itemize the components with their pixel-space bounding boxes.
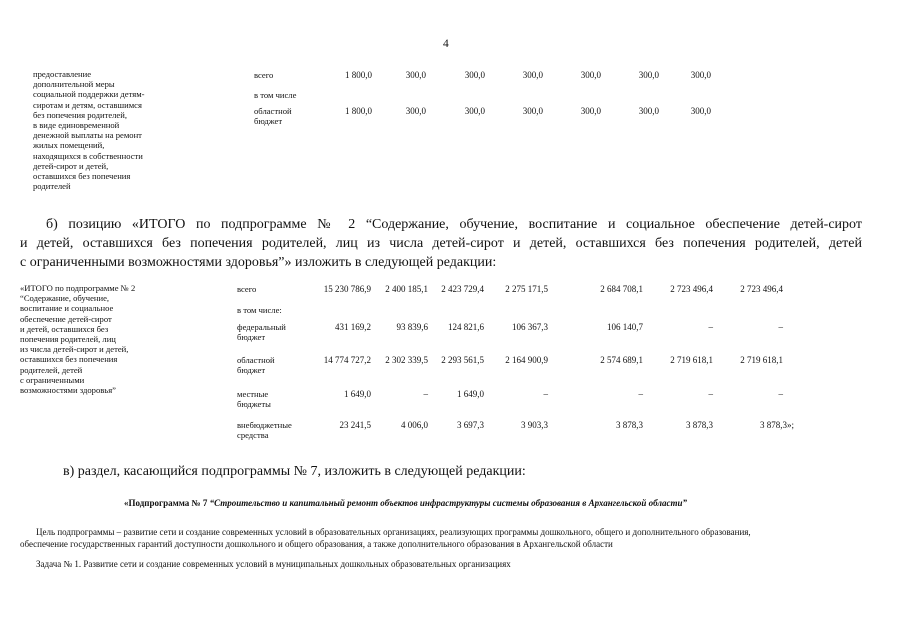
table-cell: 2 400 185,1 [385,284,428,294]
table-cell: – [708,322,713,332]
table-name-line: находящихся в собственности [33,150,143,161]
table-cell: 1 649,0 [344,389,371,399]
table-cell: 1 800,0 [345,106,372,116]
table-name-line: воспитание и социальное [20,303,114,314]
table-name-line: «ИТОГО по подпрограмме № 2 [20,283,136,293]
table-name-line: детей-сирот и детей, [33,160,109,171]
row-label: бюджет [237,332,266,343]
row-label: средства [237,430,269,441]
paragraph-b-line-3: с ограниченными возможностями здоровья”» изложить в следующей редакции: [20,255,497,270]
table-cell: 2 684 708,1 [600,284,643,294]
table-name-line: родителей, детей [20,364,83,375]
table-cell: 3 697,3 [457,420,484,430]
table-cell: – [778,322,783,332]
row-label: областной [254,106,292,116]
row-label: всего [237,284,257,294]
table-name-line: оставшихся без попечения [20,354,118,365]
row-label: в том числе: [237,305,282,315]
table-name-line: социальной поддержки детям- [33,89,145,100]
table-cell: 3 878,3»; [759,420,794,430]
table-cell: 2 275 171,5 [505,284,548,294]
table-cell: 2 723 496,4 [740,284,783,294]
table-cell: 2 723 496,4 [670,284,713,294]
table-cell: 300,0 [405,70,426,80]
table-name-line: без попечения родителей, [33,109,127,120]
table-name-line: возможностями здоровья” [20,385,116,395]
table-cell: 300,0 [580,106,601,116]
table-cell: 93 839,6 [396,322,428,332]
table-cell: – [423,389,428,399]
page-number: 4 [443,38,449,50]
paragraph-v: в) раздел, касающийся подпрограммы № 7, изложить в следующей редакции: [63,464,526,479]
row-label: областной [237,355,275,365]
table-cell: 3 878,3 [686,420,713,430]
table-cell: 2 293 561,5 [441,355,484,365]
table-cell: – [708,389,713,399]
table-cell: 2 164 900,9 [505,355,548,365]
table-cell: – [543,389,548,399]
table-cell: 106 140,7 [607,322,643,332]
table-cell: 300,0 [638,70,659,80]
table-name-line: родителей [33,181,71,192]
table-cell: 300,0 [464,70,485,80]
table-name-line: с ограниченными [20,374,85,385]
subprogram-title-prefix: «Подпрограмма № 7 [124,498,210,508]
table-cell: 300,0 [690,70,711,80]
row-label: в том числе [254,90,297,100]
paragraph-b-line-1: б) позицию «ИТОГО по подпрограмме № 2 “Содержание, обучение, воспитание и социальное обеспечение детей-сирот [46,217,862,232]
table-cell: – [778,389,783,399]
table-cell: 2 302 339,5 [385,355,428,365]
goal-line-1: Цель подпрограммы – развитие сети и создание современных условий в образовательных организациях, реализующих программы дошкольного, общего и дополнительного образования, [36,527,751,537]
table-name-line: жилых помещений, [33,140,105,151]
row-label: бюджет [237,365,266,376]
table-cell: 300,0 [580,70,601,80]
table-cell: 2 574 689,1 [600,355,643,365]
row-label: всего [254,70,274,80]
table-cell: 300,0 [405,106,426,116]
table-cell: 300,0 [638,106,659,116]
table-name-line: сиротам и детям, оставшимся [33,99,142,110]
table-cell: 300,0 [690,106,711,116]
table-name-line: денежной выплаты на ремонт [33,130,142,141]
table-cell: 1 649,0 [457,389,484,399]
table-cell: 1 800,0 [345,70,372,80]
table-cell: 300,0 [522,70,543,80]
goal-line-2: обеспечение государственных гарантий доступности дошкольного и общего образования, а также дополнительного образования в Архангельской области [20,539,613,549]
table-name-line: дополнительной меры [33,79,115,90]
table-cell: 2 719 618,1 [670,355,713,365]
table-cell: 106 367,3 [512,322,548,332]
table-name-line: из числа детей-сирот и детей, [20,344,129,355]
table-cell: 14 774 727,2 [323,355,371,365]
row-label: бюджеты [237,399,271,410]
table-cell: 300,0 [464,106,485,116]
table-cell: 2 719 618,1 [740,355,783,365]
task-1: Задача № 1. Развитие сети и создание современных условий в муниципальных дошкольных образовательных организациях [36,559,511,569]
table-name-line: попечения родителей, лиц [20,334,116,344]
row-label: внебюджетные [237,420,292,430]
table-cell: 3 903,3 [521,420,548,430]
subprogram-7-title [124,498,687,509]
table-cell: 2 423 729,4 [441,284,484,294]
row-label: бюджет [254,116,283,127]
row-label: местные [237,389,269,399]
table-name-line: в виде единовременной [33,120,120,130]
table-name-line: оставшихся без попечения [33,171,131,181]
row-label: федеральный [237,322,286,332]
table-cell: 4 006,0 [401,420,428,430]
subprogram-title-name: “Строительство и капитальный ремонт объектов инфраструктуры системы образования в Архангельской области” [209,498,687,508]
table-cell: 124 821,6 [448,322,484,332]
table-name-line: предоставление [33,69,92,79]
table-name-line: “Содержание, обучение, [20,293,110,304]
table-name-line: обеспечение детей-сирот [20,313,112,324]
table-cell: – [638,389,643,399]
table-cell: 300,0 [522,106,543,116]
paragraph-b-line-2: и детей, оставшихся без попечения родителей, лиц из числа детей-сирот и детей, оставшихся без попечения родителей, детей [20,236,862,251]
table-name-line: и детей, оставшихся без [20,323,109,334]
table-cell: 23 241,5 [339,420,371,430]
table-cell: 3 878,3 [616,420,643,430]
table-cell: 431 169,2 [335,322,371,332]
table-cell: 15 230 786,9 [323,284,371,294]
